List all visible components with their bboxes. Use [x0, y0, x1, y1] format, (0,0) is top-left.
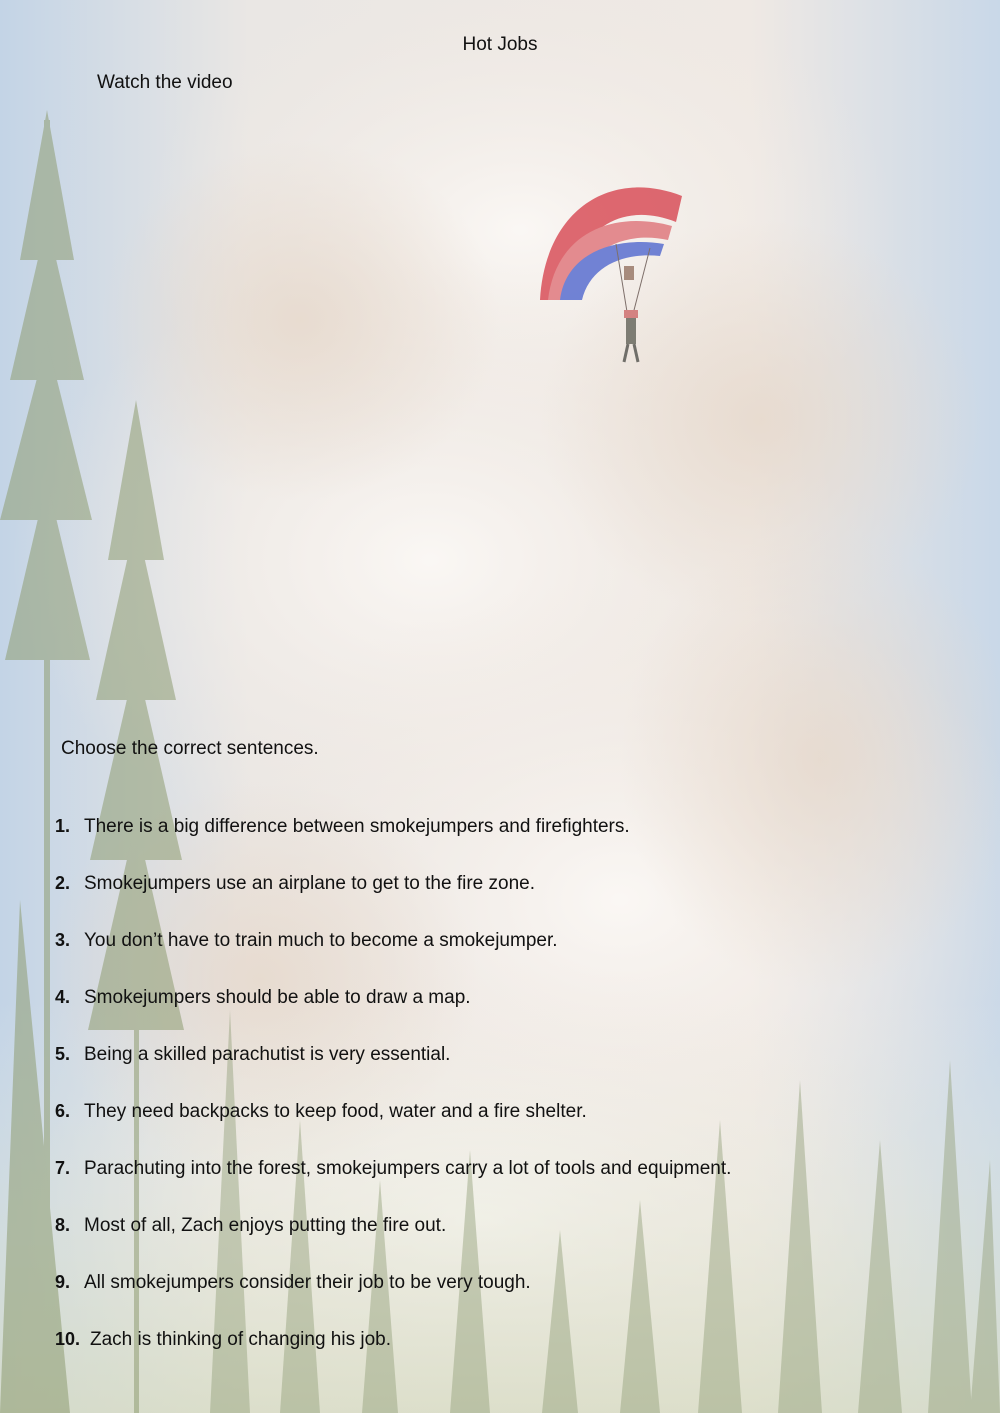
- list-item[interactable]: [55, 984, 731, 1041]
- item-number: 6.: [55, 1101, 71, 1121]
- item-text: Smokejumpers should be able to draw a map.: [84, 987, 471, 1008]
- item-text: Parachuting into the forest, smokejumpers carry a lot of tools and equipment.: [84, 1158, 732, 1179]
- sentence-list: [55, 813, 731, 1383]
- item-text: All smokejumpers consider their job to be very tough.: [84, 1272, 531, 1293]
- list-item[interactable]: [55, 813, 731, 870]
- list-item[interactable]: [55, 1155, 731, 1212]
- list-item[interactable]: [55, 1326, 731, 1383]
- item-text: They need backpacks to keep food, water and a fire shelter.: [84, 1101, 587, 1122]
- item-number: 1.: [55, 816, 71, 836]
- item-text: Being a skilled parachutist is very essential.: [84, 1044, 451, 1065]
- item-text: Zach is thinking of changing his job.: [90, 1329, 392, 1350]
- item-text: There is a big difference between smokejumpers and firefighters.: [84, 816, 630, 837]
- item-number: 9.: [55, 1272, 71, 1292]
- item-number: 8.: [55, 1215, 71, 1235]
- item-number: 2.: [55, 873, 71, 893]
- section-heading: Choose the correct sentences.: [61, 738, 319, 759]
- item-number: 3.: [55, 930, 71, 950]
- instruction-text: Watch the video: [97, 72, 233, 93]
- page-title: Hot Jobs: [462, 34, 538, 55]
- item-text: Most of all, Zach enjoys putting the fire out.: [84, 1215, 447, 1236]
- item-number: 5.: [55, 1044, 71, 1064]
- item-number: 7.: [55, 1158, 71, 1178]
- list-item[interactable]: [55, 1212, 731, 1269]
- list-item[interactable]: [55, 1098, 731, 1155]
- list-item[interactable]: [55, 927, 731, 984]
- list-item[interactable]: [55, 870, 731, 927]
- item-text: You don’t have to train much to become a smokejumper.: [84, 930, 558, 951]
- item-number: 4.: [55, 987, 71, 1007]
- item-number: 10.: [55, 1329, 81, 1349]
- list-item[interactable]: [55, 1041, 731, 1098]
- item-text: Smokejumpers use an airplane to get to the fire zone.: [84, 873, 535, 894]
- list-item[interactable]: [55, 1269, 731, 1326]
